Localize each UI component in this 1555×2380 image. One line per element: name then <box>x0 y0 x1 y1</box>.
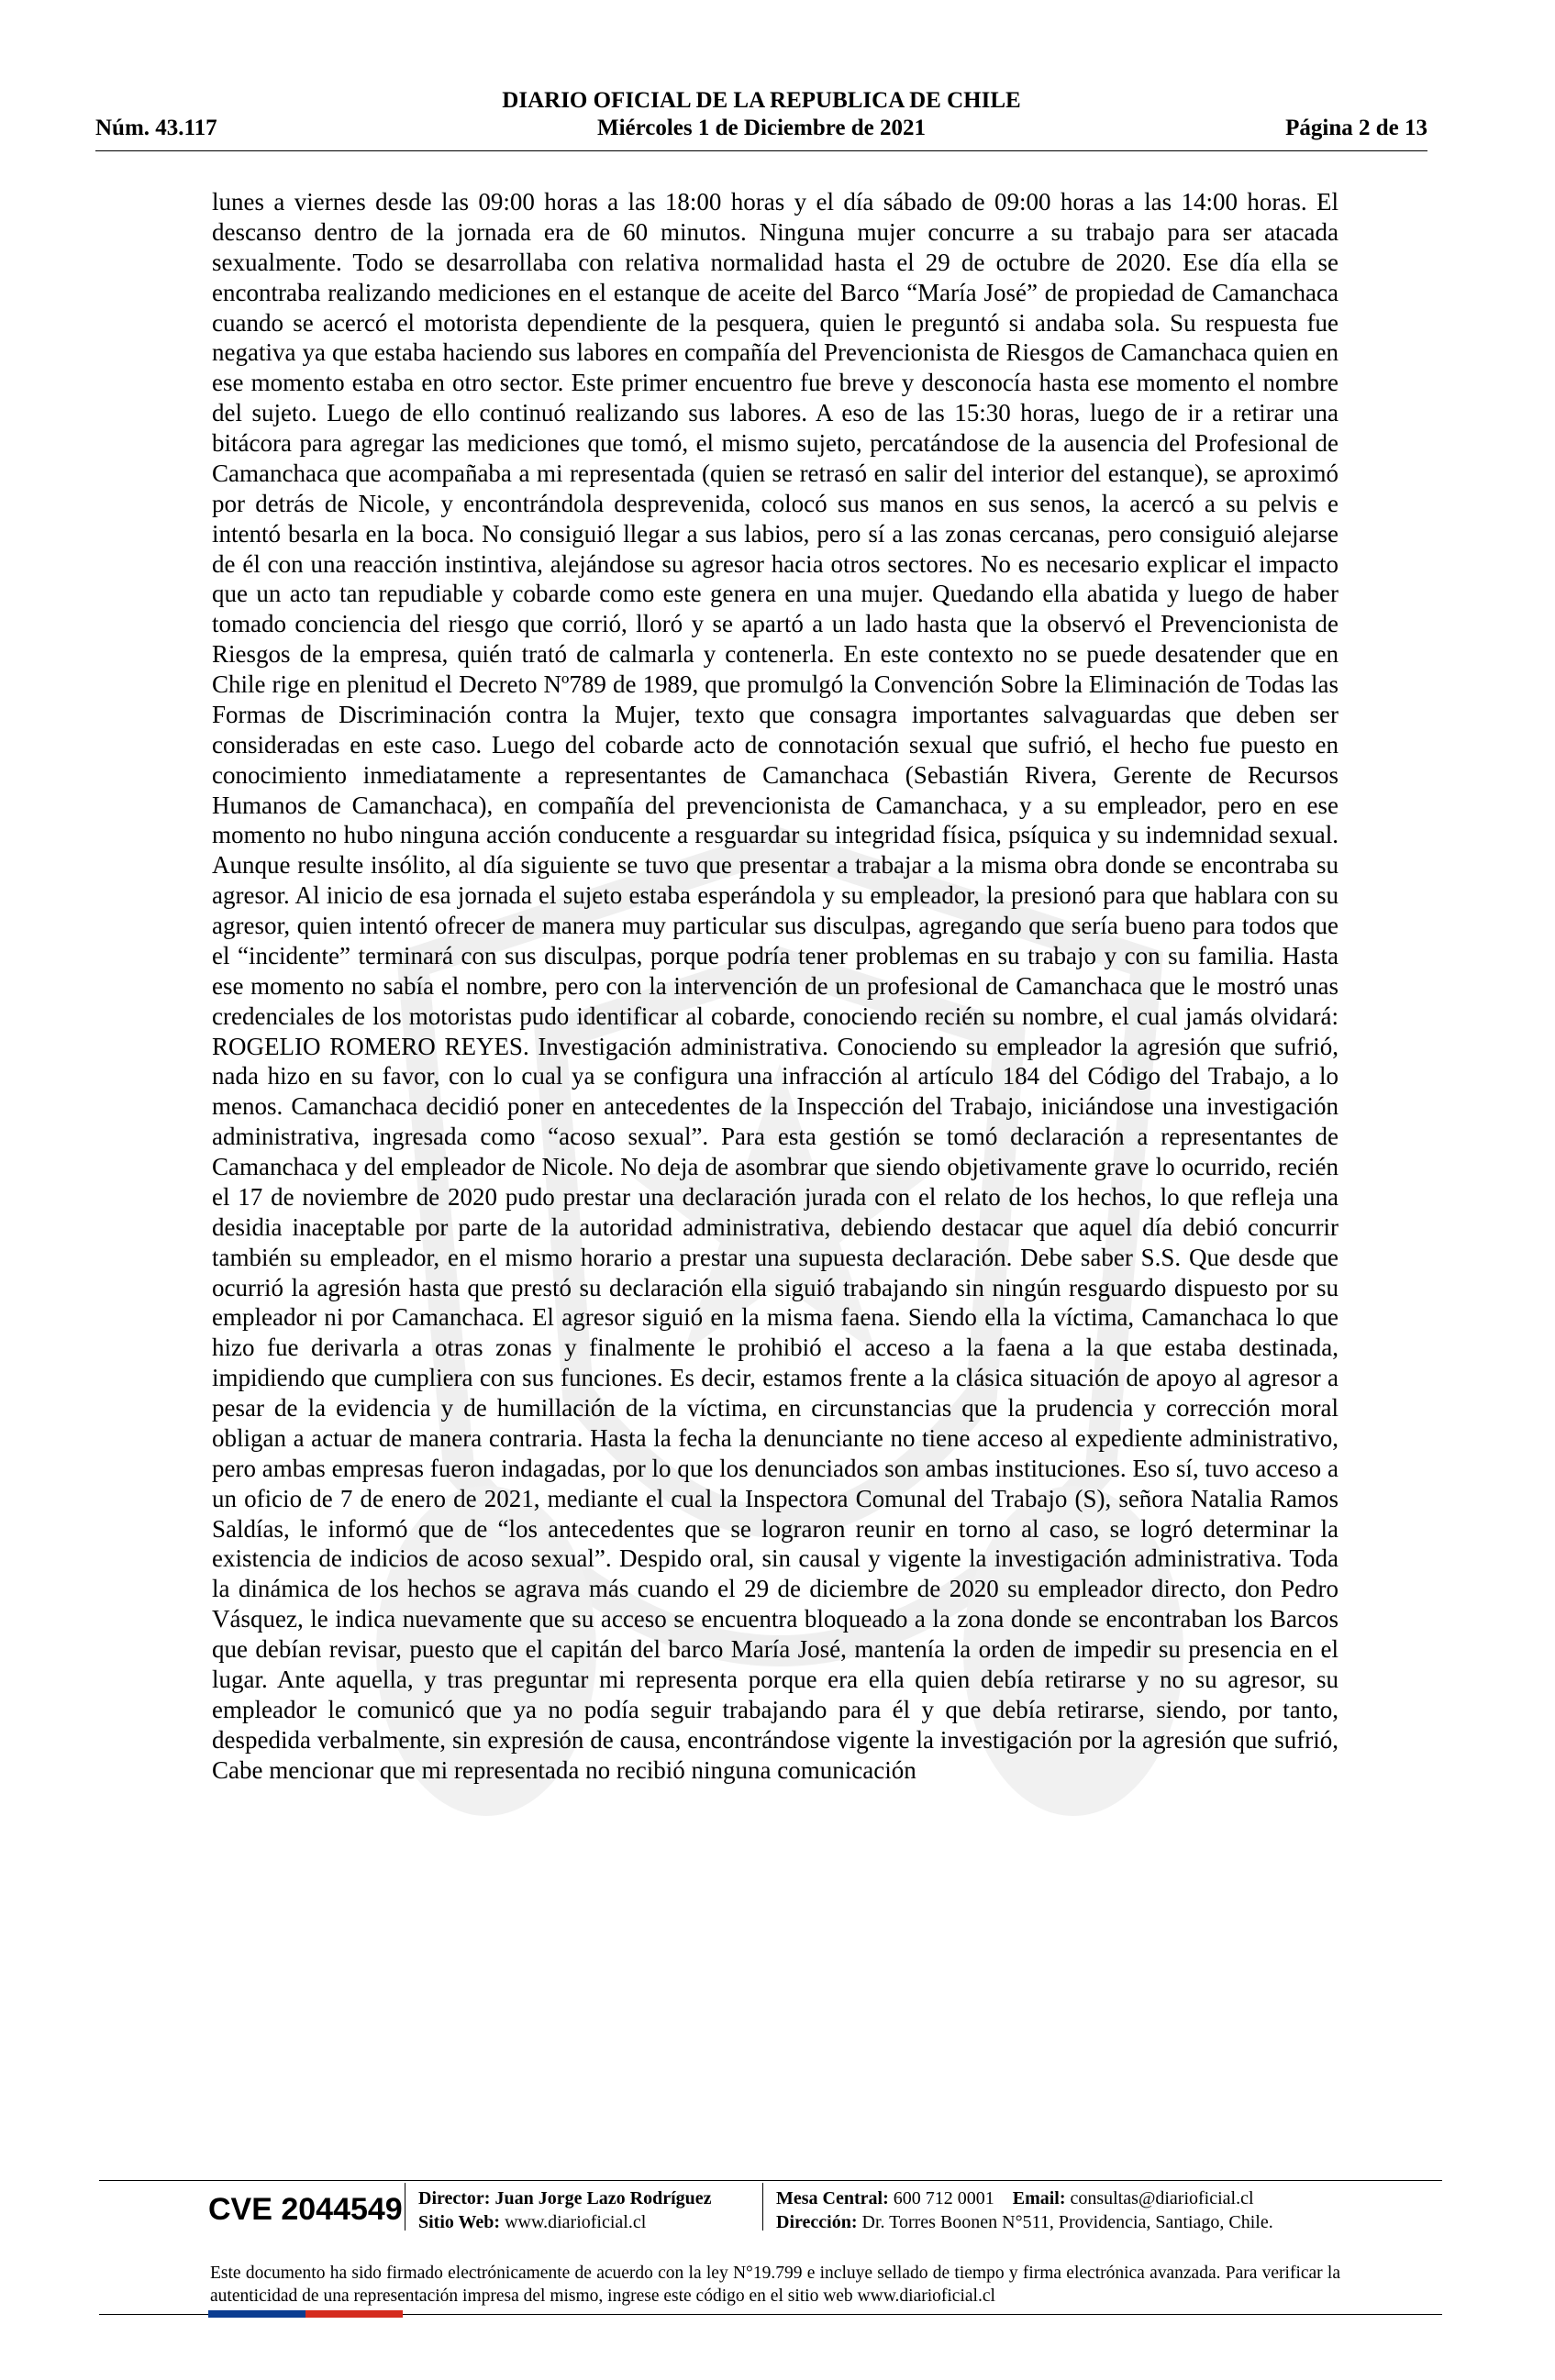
cve-code: CVE 2044549 <box>208 2192 403 2227</box>
flag-blue-segment <box>208 2310 305 2318</box>
signature-note: Este documento ha sido firmado electrónicamente de acuerdo con la ley N°19.799 e incluye sellado de tiempo y firma electrónica avanzada. Para verificar la autenticidad de una representación impresa del mismo, ingrese este código en el sitio web www.diarioficial.cl <box>210 2264 1340 2306</box>
publication-title: DIARIO OFICIAL DE LA REPUBLICA DE CHILE <box>502 88 1021 113</box>
mesa-label: Mesa Central: <box>776 2188 889 2208</box>
mesa-value: 600 712 0001 <box>893 2188 994 2208</box>
email-label: Email: <box>1012 2188 1066 2208</box>
header-rule <box>95 150 1427 151</box>
issue-number: Núm. 43.117 <box>95 116 217 140</box>
page-header <box>95 84 1427 149</box>
flag-stripe <box>208 2310 403 2318</box>
site-label: Sitio Web: <box>418 2212 501 2232</box>
footer-director-block <box>418 2186 712 2234</box>
footer-divider <box>762 2183 763 2231</box>
page-number: Página 2 de 13 <box>1285 116 1427 140</box>
flag-red-segment <box>305 2310 403 2318</box>
address-value: Dr. Torres Boonen N°511, Providencia, Santiago, Chile. <box>861 2212 1273 2232</box>
article-body <box>212 187 1338 1785</box>
footer-rule <box>99 2180 1442 2181</box>
footer-contact-block <box>776 2186 1273 2234</box>
address-label: Dirección: <box>776 2212 858 2232</box>
article-paragraph: lunes a viernes desde las 09:00 horas a las 18:00 horas y el día sábado de 09:00 horas a las 14:00 horas. El descanso dentro de la jornada era de 60 minutos. Ninguna mujer concurre a su trabajo para ser atacada sexualmente. Todo se desarrollaba con relativa normalidad hasta el 29 de octubre de 2020. Ese día ella se encontraba realizando mediciones en el estanque de aceite del Barco “María José” de propiedad de Camanchaca cuando se acercó el motorista dependiente de la pesquera, quien le preguntó si andaba sola. Su respuesta fue negativa ya que estaba haciendo sus labores en compañía del Prevencionista de Riesgos de Camanchaca quien en ese momento estaba en otro sector. Este primer encuentro fue breve y desconocía hasta ese momento el nombre del sujeto. Luego de ello continuó realizando sus labores. A eso de las 15:30 horas, luego de ir a retirar una bitácora para agregar las mediciones que tomó, el mismo sujeto, percatándose de la ausencia del Profesional de Camanchaca que acompañaba a mi representada (quien se retrasó en salir del interior del estanque), se aproximó por detrás de Nicole, y encontrándola desprevenida, colocó sus manos en sus senos, la acercó a su pelvis e intentó besarla en la boca. No consiguió llegar a sus labios, pero sí a las zonas cercanas, pero consiguió alejarse de él con una reacción instintiva, alejándose su agresor hacia otros sectores. No es necesario explicar el impacto que un acto tan repudiable y cobarde como este genera en una mujer. Quedando ella abatida y luego de haber tomado conciencia del riesgo que corrió, lloró y se apartó a un lado hasta que la observó el Prevencionista de Riesgos de la empresa, quién trató de calmarla y contenerla. En este contexto no se puede desatender que en Chile rige en plenitud el Decreto Nº789 de 1989, que promulgó la Convención Sobre la Eliminación de Todas las Formas de Discriminación contra la Mujer, texto que consagra importantes salvaguardas que deben ser consideradas en este caso. Luego del cobarde acto de connotación sexual que sufrió, el hecho fue puesto en conocimiento inmediatamente a representantes de Camanchaca (Sebastián Rivera, Gerente de Recursos Humanos de Camanchaca), en compañía del prevencionista de Camanchaca, y a su empleador, pero en ese momento no hubo ninguna acción conducente a resguardar su integridad física, psíquica y su indemnidad sexual. Aunque resulte insólito, al día siguiente se tuvo que presentar a trabajar a la misma obra donde se encontraba su agresor. Al inicio de esa jornada el sujeto estaba esperándola y su empleador, la presionó para que hablara con su agresor, quien intentó ofrecer de manera muy particular sus disculpas, agregando que sería bueno para todos que el “incidente” terminará con sus disculpas, porque podría tener problemas en su trabajo y con su familia. Hasta ese momento no sabía el nombre, pero con la intervención de un profesional de Camanchaca que le mostró unas credenciales de los motoristas pudo identificar al cobarde, conociendo recién su nombre, el cual jamás olvidará: ROGELIO ROMERO REYES. Investigación administrativa. Conociendo su empleador la agresión que sufrió, nada hizo en su favor, con lo cual ya se configura una infracción al artículo 184 del Código del Trabajo, a lo menos. Camanchaca decidió poner en antecedentes de la Inspección del Trabajo, iniciándose una investigación administrativa, ingresada como “acoso sexual”. Para esta gestión se tomó declaración a representantes de Camanchaca y del empleador de Nicole. No deja de asombrar que siendo objetivamente grave lo ocurrido, recién el 17 de noviembre de 2020 pudo prestar una declaración jurada con el relato de los hechos, lo que refleja una desidia inaceptable por parte de la autoridad administrativa, debiendo destacar que aquel día debió concurrir también su empleador, en el mismo horario a prestar una supuesta declaración. Debe saber S.S. Que desde que ocurrió la agresión hasta que prestó su declaración ella siguió trabajando sin ningún resguardo dispuesto por su empleador ni por Camanchaca. El agresor siguió en la misma faena. Siendo ella la víctima, Camanchaca lo que hizo fue derivarla a otras zonas y finalmente le prohibió el acceso a la faena a la que estaba destinada, impidiendo que cumpliera con sus funciones. Es decir, estamos frente a la clásica situación de apoyo al agresor a pesar de la evidencia y de humillación de la víctima, en circunstancias que la prudencia y corrección moral obligan a actuar de manera contraria. Hasta la fecha la denunciante no tiene acceso al expediente administrativo, pero ambas empresas fueron indagadas, por lo que los denunciados son ambas instituciones. Eso sí, tuvo acceso a un oficio de 7 de enero de 2021, mediante el cual la Inspectora Comunal del Trabajo (S), señora Natalia Ramos Saldías, le informó que de “los antecedentes que se lograron reunir en torno al caso, se logró determinar la existencia de indicios de acoso sexual”. Despido oral, sin causal y vigente la investigación administrativa. Toda la dinámica de los hechos se agrava más cuando el 29 de diciembre de 2020 su empleador directo, don Pedro Vásquez, le indica nuevamente que su acceso se encuentra bloqueado a la zona donde se encontraban los Barcos que debían revisar, puesto que el capitán del barco María José, mantenía la orden de impedir su presencia en el lugar. Ante aquella, y tras preguntar mi representa porque era ella quien debía retirarse y no su agresor, su empleador le comunicó que ya no podía seguir trabajando para él y que debía retirarse, siendo, por tanto, despedida verbalmente, sin expresión de causa, encontrándose vigente la investigación por la agresión que sufrió, Cabe mencionar que mi representada no recibió ninguna comunicación <box>212 188 1338 1784</box>
director-name: Juan Jorge Lazo Rodríguez <box>494 2188 712 2208</box>
issue-date: Miércoles 1 de Diciembre de 2021 <box>596 116 926 140</box>
email-link[interactable]: consultas@diarioficial.cl <box>1070 2188 1254 2208</box>
director-label: Director: <box>418 2188 491 2208</box>
site-link[interactable]: www.diarioficial.cl <box>505 2212 647 2232</box>
